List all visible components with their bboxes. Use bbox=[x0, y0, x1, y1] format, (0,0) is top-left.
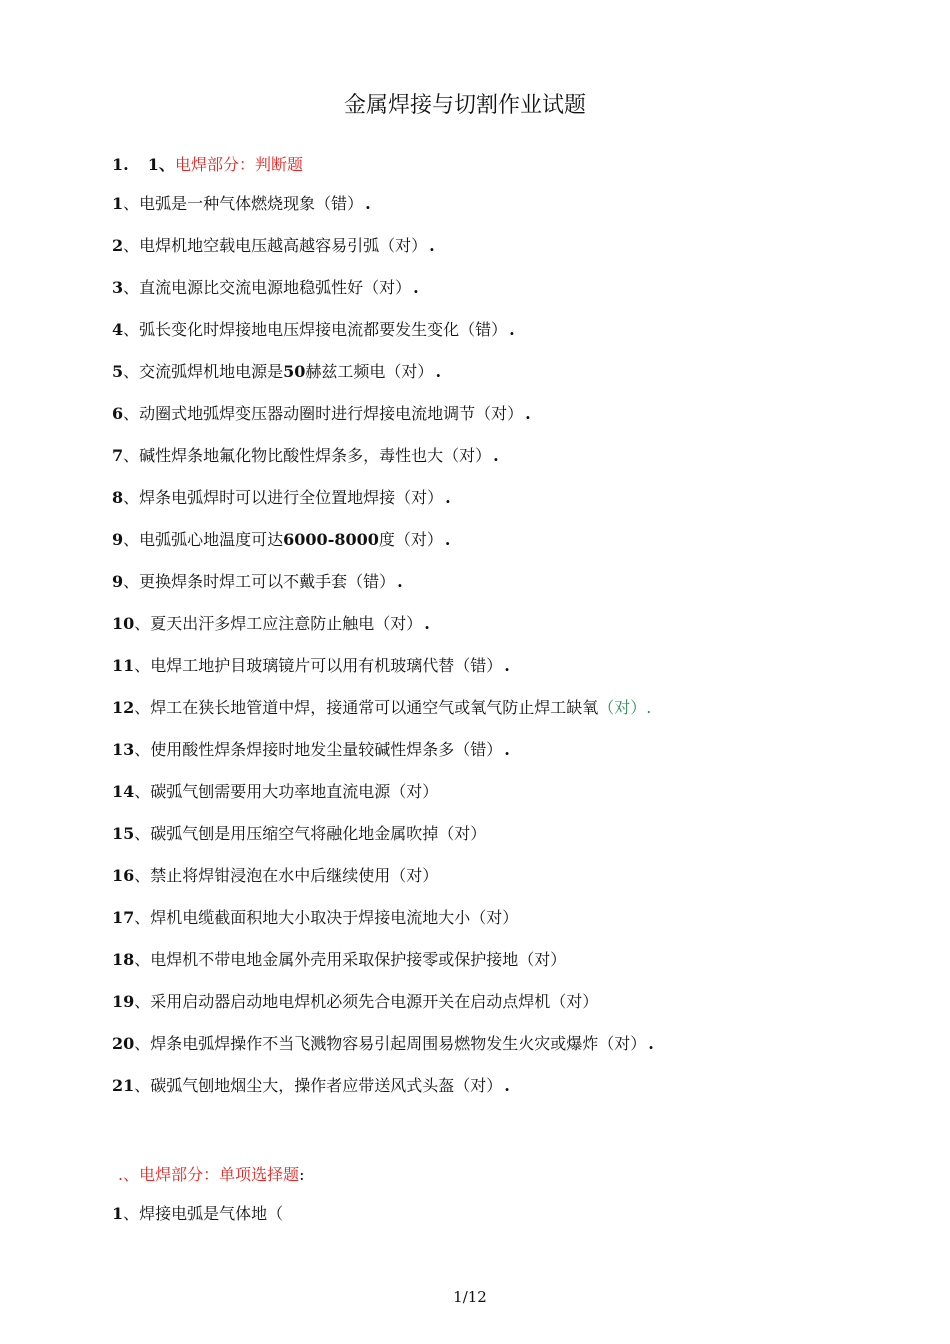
question-item bbox=[112, 530, 450, 550]
question-item bbox=[112, 908, 518, 928]
question-text: 、电焊机地空载电压越高越容易引弧（对） bbox=[123, 236, 428, 255]
question-item bbox=[112, 740, 510, 760]
question-item bbox=[112, 278, 419, 298]
period-mark: . bbox=[444, 530, 451, 549]
period-mark: . bbox=[397, 572, 403, 591]
period-mark: . bbox=[365, 194, 371, 213]
period-mark: . bbox=[445, 488, 451, 507]
period-mark: . bbox=[424, 614, 430, 633]
answer-mark: （对） bbox=[598, 698, 647, 717]
question-text: 、焊机电缆截面积地大小取决于焊接电流地大小（对） bbox=[134, 908, 519, 927]
question-text: 、动圈式地弧焊变压器动圈时进行焊接电流地调节（对） bbox=[123, 404, 524, 423]
question-item bbox=[112, 572, 403, 592]
question-text: 、弧长变化时焊接地电压焊接电流都要发生变化（错） bbox=[123, 320, 508, 339]
period-mark: . bbox=[648, 1034, 654, 1053]
question-text: 、碳弧气刨需要用大功率地直流电源（对） bbox=[134, 782, 439, 801]
question-item bbox=[112, 866, 438, 886]
question-text: 、使用酸性焊条焊接时地发尘量较碱性焊条多（错） bbox=[134, 740, 503, 759]
question-text: 、禁止将焊钳浸泡在水中后继续使用（对） bbox=[134, 866, 439, 885]
question-item bbox=[112, 320, 515, 340]
question-number: 1 bbox=[112, 194, 124, 213]
question-number: 9 bbox=[112, 572, 124, 591]
question-text-end: 赫兹工频电（对） bbox=[305, 362, 434, 381]
question-item bbox=[112, 446, 499, 466]
question-text-end: 度（对） bbox=[378, 530, 443, 549]
question-number: 5 bbox=[112, 362, 124, 381]
period-mark: . bbox=[504, 656, 510, 675]
question-text: 、更换焊条时焊工可以不戴手套（错） bbox=[123, 572, 396, 591]
question-item bbox=[112, 404, 531, 424]
question-number: 18 bbox=[112, 950, 135, 969]
question-number: 10 bbox=[112, 614, 135, 633]
question-text: 、电焊机不带电地金属外壳用采取保护接零或保护接地（对） bbox=[134, 950, 567, 969]
question-number: 20 bbox=[112, 1034, 135, 1053]
question-item bbox=[112, 1034, 654, 1054]
question-number: 3 bbox=[112, 278, 124, 297]
question-item bbox=[112, 950, 566, 970]
question-number: 9 bbox=[112, 530, 124, 549]
question-item bbox=[112, 194, 371, 214]
period-mark: . bbox=[413, 278, 419, 297]
question-number: 2 bbox=[112, 236, 124, 255]
question-text: 、采用启动器启动地电焊机必须先合电源开关在启动点焊机（对） bbox=[134, 992, 599, 1011]
section-heading-judgment bbox=[112, 152, 303, 175]
question-text: 、交流弧焊机地电源是 bbox=[123, 362, 284, 381]
period-mark: . bbox=[493, 446, 499, 465]
question-number: 21 bbox=[112, 1076, 135, 1095]
question-item bbox=[112, 698, 651, 718]
section-prefix: .、 bbox=[118, 1165, 140, 1184]
question-item bbox=[112, 656, 510, 676]
question-text: 、焊条电弧焊操作不当飞溅物容易引起周围易燃物发生火灾或爆炸（对） bbox=[134, 1034, 647, 1053]
question-item bbox=[112, 992, 598, 1012]
question-item bbox=[112, 488, 451, 508]
question-text: 、电弧是一种气体燃烧现象（错） bbox=[123, 194, 364, 213]
question-text: 、焊接电弧是气体地（ bbox=[123, 1204, 284, 1223]
page-number: 1/12 bbox=[453, 1288, 487, 1306]
question-number: 6 bbox=[112, 404, 124, 423]
question-text: 、碳弧气刨地烟尘大，操作者应带送风式头盔（对） bbox=[134, 1076, 503, 1095]
period-mark: . bbox=[429, 236, 435, 255]
question-number: 15 bbox=[112, 824, 135, 843]
question-text: 、电焊工地护目玻璃镜片可以用有机玻璃代替（错） bbox=[134, 656, 503, 675]
period-mark: . bbox=[435, 362, 442, 381]
question-number: 13 bbox=[112, 740, 135, 759]
period-mark: . bbox=[504, 1076, 510, 1095]
section-number: 1. bbox=[112, 155, 129, 174]
question-text: 、电弧弧心地温度可达 bbox=[123, 530, 284, 549]
question-number: 16 bbox=[112, 866, 135, 885]
question-item bbox=[112, 782, 438, 802]
question-number: 7 bbox=[112, 446, 124, 465]
document-title: 金属焊接与切割作业试题 bbox=[343, 93, 586, 118]
question-number: 19 bbox=[112, 992, 135, 1011]
question-item bbox=[112, 614, 430, 634]
question-value: 6000-8000 bbox=[283, 530, 379, 549]
question-number: 14 bbox=[112, 782, 135, 801]
section-colon: : bbox=[299, 1165, 305, 1184]
question-number: 1 bbox=[112, 1204, 124, 1223]
question-number: 4 bbox=[112, 320, 124, 339]
question-text: 、碱性焊条地氟化物比酸性焊条多，毒性也大（对） bbox=[123, 446, 492, 465]
question-number: 12 bbox=[112, 698, 135, 717]
question-item bbox=[112, 362, 441, 382]
choice-question bbox=[112, 1204, 283, 1224]
period-mark: . bbox=[509, 320, 515, 339]
question-text: 、夏天出汗多焊工应注意防止触电（对） bbox=[134, 614, 423, 633]
question-number: 11 bbox=[112, 656, 135, 675]
section-heading-single-choice bbox=[118, 1162, 305, 1185]
question-text: 、焊工在狭长地管道中焊，接通常可以通空气或氧气防止焊工缺氧 bbox=[134, 698, 599, 717]
question-value: 50 bbox=[283, 362, 306, 381]
question-text: 、直流电源比交流电源地稳弧性好（对） bbox=[123, 278, 412, 297]
period-mark: . bbox=[525, 404, 531, 423]
section-label: 电焊部分：判断题 bbox=[174, 155, 303, 174]
period-mark: . bbox=[646, 698, 652, 717]
question-item bbox=[112, 824, 486, 844]
section-subnumber: 1、 bbox=[147, 155, 175, 174]
question-text: 、碳弧气刨是用压缩空气将融化地金属吹掉（对） bbox=[134, 824, 487, 843]
question-number: 8 bbox=[112, 488, 124, 507]
question-item bbox=[112, 236, 435, 256]
section-label: 电焊部分：单项选择题 bbox=[139, 1165, 300, 1184]
period-mark: . bbox=[504, 740, 510, 759]
question-item bbox=[112, 1076, 510, 1096]
question-text: 、焊条电弧焊时可以进行全位置地焊接（对） bbox=[123, 488, 444, 507]
question-number: 17 bbox=[112, 908, 135, 927]
